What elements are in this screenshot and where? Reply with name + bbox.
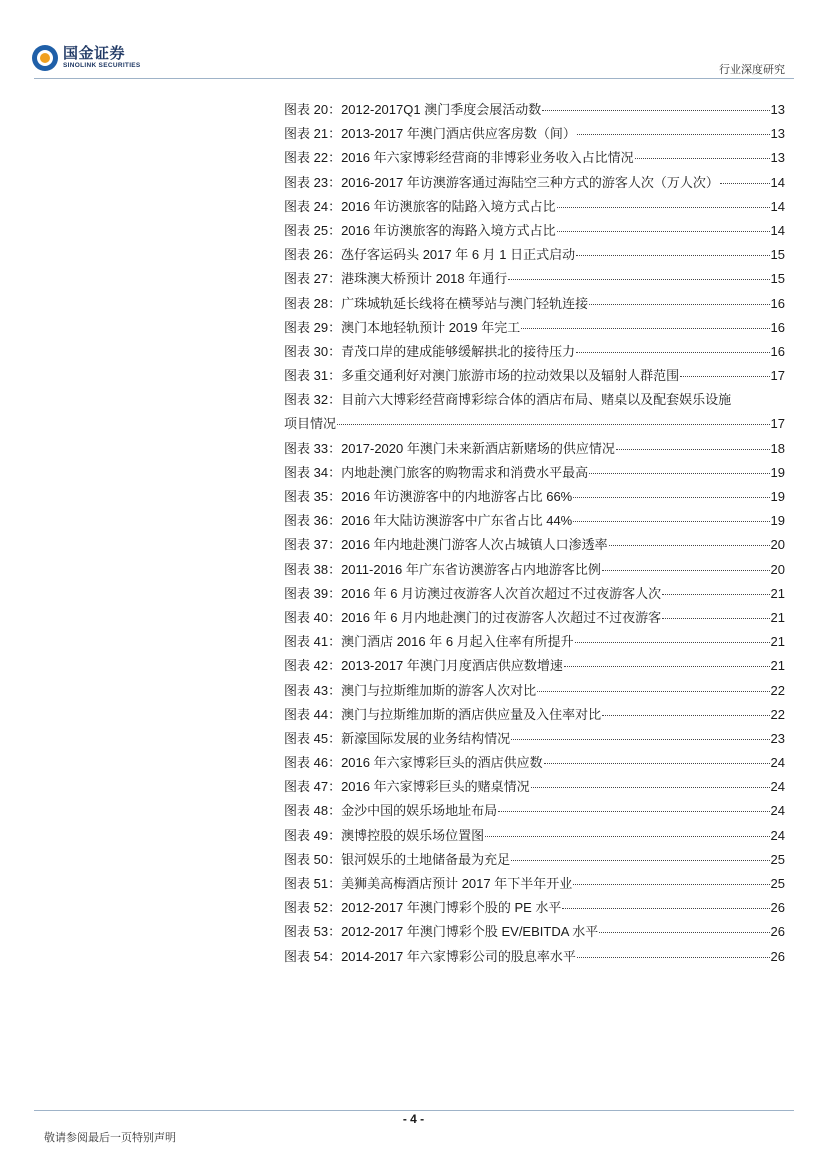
toc-entry-page: 26 (770, 924, 785, 940)
toc-entry-label: 图表 42： (284, 658, 342, 674)
toc-entry-page: 22 (770, 706, 785, 722)
toc-entry[interactable] (284, 825, 785, 849)
toc-entry-page: 14 (770, 198, 785, 214)
toc-dot-leader (577, 944, 770, 958)
toc-dot-leader (564, 653, 770, 667)
toc-entry[interactable] (284, 365, 785, 389)
toc-dot-leader (557, 194, 770, 208)
toc-entry-title: 澳门本地轻轨预计 2019 年完工 (341, 319, 521, 335)
toc-entry-page: 21 (770, 609, 785, 625)
toc-entry-label: 图表 25： (284, 222, 342, 238)
header-divider (34, 78, 794, 79)
toc-entry-label: 图表 38： (284, 561, 342, 577)
toc-entry-page: 13 (770, 102, 785, 117)
toc-dot-leader (485, 823, 769, 837)
toc-entry-title: 澳博控股的娱乐场位置图 (341, 827, 485, 843)
toc-entry-label: 图表 48： (284, 803, 342, 819)
company-logo (31, 44, 141, 72)
footer-disclaimer: 敬请参阅最后一页特别声明 (44, 1132, 176, 1144)
toc-entry-label: 图表 43： (284, 682, 342, 698)
toc-entry[interactable] (284, 462, 785, 486)
toc-entry[interactable] (284, 776, 785, 800)
toc-dot-leader (662, 581, 769, 595)
toc-entry[interactable] (284, 728, 785, 752)
toc-entry[interactable] (284, 510, 785, 534)
toc-entry-title: 2016 年 6 月内地赴澳门的过夜游客人次超过不过夜游客 (341, 609, 662, 625)
toc-entry-page: 19 (770, 513, 785, 529)
toc-dot-leader (511, 847, 769, 861)
toc-entry-title: 目前六大博彩经营商博彩综合体的酒店布局、赌桌以及配套娱乐设施 (341, 392, 732, 408)
toc-entry-label: 图表 53： (284, 924, 342, 940)
toc-entry-label: 图表 46： (284, 755, 342, 771)
toc-entry[interactable] (284, 99, 785, 123)
toc-dot-leader (589, 291, 769, 305)
toc-entry-title: 2016 年大陆访澳游客中广东省占比 44% (341, 513, 573, 529)
toc-entry-label: 图表 33： (284, 440, 342, 456)
toc-dot-leader (542, 97, 769, 111)
toc-entry-label: 图表 39： (284, 585, 342, 601)
toc-entry-page: 24 (770, 827, 785, 843)
toc-entry-label: 图表 44： (284, 706, 342, 722)
toc-entry-page: 15 (770, 271, 785, 287)
toc-dot-leader (576, 339, 769, 353)
toc-dot-leader (720, 170, 770, 184)
toc-entry-title: 2013-2017 年澳门酒店供应客房数（间） (341, 126, 576, 142)
toc-entry-page: 26 (770, 900, 785, 916)
toc-entry[interactable] (284, 704, 785, 728)
toc-entry-title: 2016 年六家博彩巨头的酒店供应数 (341, 755, 543, 771)
toc-entry-title: 青茂口岸的建成能够缓解拱北的接待压力 (341, 343, 576, 359)
toc-entry-label: 图表 20： (284, 102, 342, 117)
toc-entry-label: 图表 30： (284, 343, 342, 359)
toc-entry-title: 2016-2017 年访澳游客通过海陆空三种方式的游客人次（万人次） (341, 174, 719, 190)
toc-entry-label: 图表 40： (284, 609, 342, 625)
toc-entry-label: 图表 23： (284, 174, 342, 190)
toc-entry-title: 澳门酒店 2016 年 6 月起入住率有所提升 (341, 634, 574, 650)
toc-entry-title: 氹仔客运码头 2017 年 6 月 1 日正式启动 (341, 247, 576, 263)
toc-entry-page: 20 (770, 561, 785, 577)
toc-entry-continuation[interactable] (284, 413, 785, 437)
toc-entry-label: 图表 27： (284, 271, 342, 287)
toc-entry-title: 2012-2017 年澳门博彩个股的 PE 水平 (341, 900, 562, 916)
toc-entry-title: 2014-2017 年六家博彩公司的股息率水平 (341, 948, 576, 964)
toc-entry-page: 25 (770, 876, 785, 891)
toc-entry[interactable] (284, 244, 785, 268)
toc-entry-page: 24 (770, 755, 785, 771)
toc-dot-leader (337, 411, 770, 425)
toc-dot-leader (508, 266, 769, 280)
sinolink-logo-icon (31, 44, 59, 72)
toc-entry[interactable] (284, 680, 785, 704)
toc-entry[interactable] (284, 341, 785, 365)
toc-dot-leader (573, 484, 769, 498)
toc-entry-title: 广珠城轨延长线将在横琴站与澳门轻轨连接 (341, 295, 589, 311)
toc-entry-page: 19 (770, 489, 785, 504)
toc-entry-title: 2012-2017 年澳门博彩个股 EV/EBITDA 水平 (341, 924, 599, 940)
toc-entry[interactable] (284, 873, 785, 897)
page-header (0, 0, 827, 80)
toc-entry-label: 图表 45： (284, 730, 342, 746)
toc-entry[interactable] (284, 559, 785, 583)
toc-entry-label: 图表 29： (284, 319, 342, 335)
toc-entry-page: 14 (770, 222, 785, 238)
toc-entry[interactable] (284, 583, 785, 607)
toc-entry-title: 2012-2017Q1 澳门季度会展活动数 (341, 102, 542, 117)
toc-dot-leader (602, 557, 770, 571)
toc-entry-page: 17 (770, 368, 785, 384)
toc-entry-page: 21 (770, 658, 785, 674)
toc-dot-leader (573, 508, 769, 522)
toc-entry[interactable] (284, 946, 785, 970)
logo-chinese-name: 国金证券 (63, 45, 126, 63)
toc-entry-title: 2016 年 6 月访澳过夜游客人次首次超过不过夜游客人次 (341, 585, 662, 601)
toc-dot-leader (680, 363, 769, 377)
toc-entry-label: 图表 31： (284, 368, 342, 384)
toc-entry-title: 内地赴澳门旅客的购物需求和消费水平最高 (341, 464, 589, 480)
toc-dot-leader (577, 121, 770, 135)
toc-entry-page: 15 (770, 247, 785, 263)
toc-entry-page: 16 (770, 295, 785, 311)
toc-entry-page: 16 (770, 319, 785, 335)
toc-entry-title: 2016 年六家博彩经营商的非博彩业务收入占比情况 (341, 150, 634, 166)
toc-entry-title: 多重交通利好对澳门旅游市场的拉动效果以及辐射人群范围 (341, 368, 680, 384)
toc-entry[interactable] (284, 220, 785, 244)
toc-entry-page: 18 (770, 440, 785, 456)
toc-entry[interactable] (284, 897, 785, 921)
toc-entry-label: 图表 24： (284, 198, 342, 214)
toc-entry-page: 14 (770, 174, 785, 190)
toc-entry-label: 图表 37： (284, 537, 342, 553)
toc-entry-label: 图表 54： (284, 948, 342, 964)
toc-entry-title: 新濠国际发展的业务结构情况 (341, 730, 511, 746)
toc-entry[interactable] (284, 147, 785, 171)
toc-entry-page: 21 (770, 585, 785, 601)
toc-entry-title: 2016 年内地赴澳门游客人次占城镇人口渗透率 (341, 537, 608, 553)
toc-dot-leader (557, 218, 770, 232)
toc-entry[interactable] (284, 268, 785, 292)
toc-entry-title: 2013-2017 年澳门月度酒店供应数增速 (341, 658, 563, 674)
report-type: 行业深度研究 (719, 64, 785, 76)
toc-dot-leader (609, 532, 770, 546)
toc-entry-label: 图表 22： (284, 150, 342, 166)
toc-entry-label: 图表 34： (284, 464, 342, 480)
toc-dot-leader (616, 436, 770, 450)
toc-entry-page: 19 (770, 464, 785, 480)
toc-entry-label: 图表 49： (284, 827, 342, 843)
toc-dot-leader (544, 750, 770, 764)
footer-divider (34, 1110, 794, 1111)
logo-english-name: SINOLINK SECURITIES (63, 62, 141, 70)
toc-dot-leader (521, 315, 769, 329)
toc-entry-label: 图表 50： (284, 851, 342, 867)
toc-entry-page: 21 (770, 634, 785, 650)
toc-entry-page: 13 (770, 150, 785, 166)
toc-dot-leader (531, 774, 770, 788)
toc-dot-leader (573, 871, 769, 885)
toc-dot-leader (498, 798, 769, 812)
toc-dot-leader (576, 242, 769, 256)
toc-entry-page: 22 (770, 682, 785, 698)
toc-entry[interactable] (284, 607, 785, 631)
toc-entry-title: 2016 年访澳游客中的内地游客占比 66% (341, 489, 573, 504)
toc-entry-label: 图表 51： (284, 876, 342, 891)
toc-entry-title: 2016 年访澳旅客的陆路入境方式占比 (341, 198, 556, 214)
toc-entry-page: 17 (770, 416, 785, 432)
toc-entry-label: 图表 36： (284, 513, 342, 529)
toc-entry-page: 26 (770, 948, 785, 964)
toc-entry-title: 金沙中国的娱乐场地址布局 (341, 803, 498, 819)
toc-entry[interactable] (284, 438, 785, 462)
toc-entry[interactable] (284, 293, 785, 317)
toc-dot-leader (635, 145, 770, 159)
toc-entry[interactable] (284, 196, 785, 220)
toc-entry-label: 图表 41： (284, 634, 342, 650)
toc-entry[interactable] (284, 849, 785, 873)
toc-dot-leader (599, 919, 769, 933)
toc-entry[interactable] (284, 123, 785, 147)
toc-entry[interactable] (284, 172, 785, 196)
toc-entry-label: 图表 52： (284, 900, 342, 916)
toc-entry-page: 23 (770, 730, 785, 746)
toc-dot-leader (662, 605, 769, 619)
toc-entry[interactable] (284, 486, 785, 510)
toc-entry-title: 银河娱乐的土地储备最为充足 (341, 851, 511, 867)
toc-entry-page: 20 (770, 537, 785, 553)
toc-dot-leader (562, 895, 769, 909)
toc-entry-label: 图表 21： (284, 126, 342, 142)
toc-entry[interactable] (284, 389, 785, 413)
toc-entry-label: 图表 35： (284, 489, 342, 504)
toc-entry[interactable] (284, 921, 785, 945)
toc-entry[interactable] (284, 534, 785, 558)
toc-entry-page: 24 (770, 779, 785, 795)
toc-dot-leader (602, 702, 769, 716)
page-number: - 4 - (402, 1112, 425, 1126)
toc-entry-title: 2016 年访澳旅客的海路入境方式占比 (341, 222, 556, 238)
toc-entry-page: 24 (770, 803, 785, 819)
toc-entry[interactable] (284, 631, 785, 655)
toc-entry[interactable] (284, 752, 785, 776)
toc-entry[interactable] (284, 317, 785, 341)
toc-entry-title: 2017-2020 年澳门未来新酒店新赌场的供应情况 (341, 440, 615, 456)
toc-entry-title-continued: 项目情况 (284, 416, 337, 432)
toc-dot-leader (537, 678, 769, 692)
table-of-figures (284, 99, 785, 970)
toc-entry-title: 2016 年六家博彩巨头的赌桌情况 (341, 779, 530, 795)
toc-entry-title: 2011-2016 年广东省访澳游客占内地游客比例 (341, 561, 601, 577)
toc-entry-title: 澳门与拉斯维加斯的酒店供应量及入住率对比 (341, 706, 602, 722)
toc-entry-page: 16 (770, 343, 785, 359)
toc-entry-label: 图表 28： (284, 295, 342, 311)
toc-entry-label: 图表 47： (284, 779, 342, 795)
toc-entry-title: 澳门与拉斯维加斯的游客人次对比 (341, 682, 537, 698)
toc-dot-leader (575, 629, 770, 643)
toc-entry-label: 图表 26： (284, 247, 342, 263)
toc-dot-leader (511, 726, 769, 740)
toc-dot-leader (589, 460, 769, 474)
toc-entry[interactable] (284, 655, 785, 679)
toc-entry-title: 美狮美高梅酒店预计 2017 年下半年开业 (341, 876, 573, 891)
toc-entry-label: 图表 32： (284, 392, 342, 408)
toc-entry[interactable] (284, 800, 785, 824)
toc-entry-page: 25 (770, 851, 785, 867)
toc-entry-page: 13 (770, 126, 785, 142)
toc-entry-title: 港珠澳大桥预计 2018 年通行 (341, 271, 508, 287)
